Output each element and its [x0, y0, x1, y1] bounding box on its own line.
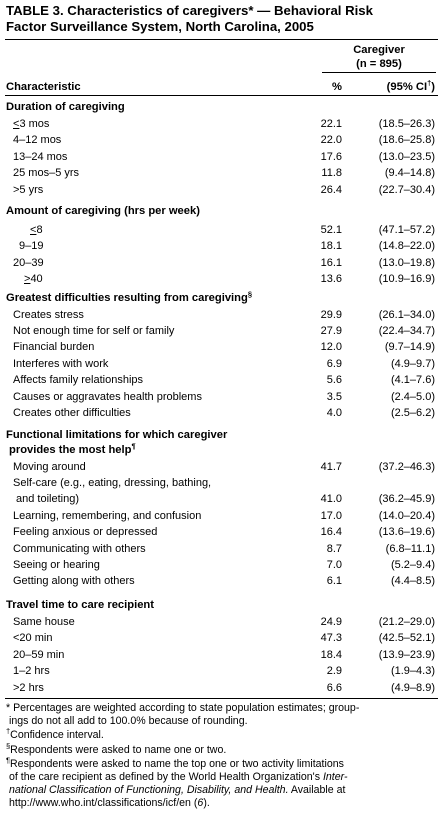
row-ci: (5.2–9.4) — [390, 559, 435, 571]
footnote-pilcrow: ¶Respondents were asked to name the top one or two activity limitations of the care recipient as defined by the World Health Organization's Inter- national Classification of Functioning, Disability, and Health. Available at http://www.who.int/classifications/icf/en (6). — [6, 758, 440, 810]
row-label: <20 min — [13, 632, 53, 644]
row-label: Creates stress — [13, 309, 84, 321]
row-percent: 5.6 — [326, 374, 342, 386]
row-ci: (13.0–19.8) — [378, 257, 435, 269]
row-ci: (4.4–8.5) — [390, 575, 435, 587]
title-line-1: TABLE 3. Characteristics of caregivers* — Behavioral Risk — [6, 3, 373, 18]
section-travel: Travel time to care recipient — [6, 599, 154, 611]
sample-size-header: (n = 895) — [356, 58, 402, 70]
row-ci: (26.1–34.0) — [378, 309, 435, 321]
header-rule — [5, 95, 438, 96]
row-label: >5 yrs — [13, 184, 44, 196]
characteristic-header: Characteristic — [6, 81, 81, 93]
row-percent: 27.9 — [320, 325, 342, 337]
row-percent: 13.6 — [320, 273, 342, 285]
row-label: Moving around — [13, 461, 86, 473]
row-label-continued: and toileting) — [16, 493, 79, 505]
bottom-rule — [5, 698, 438, 699]
row-label: >2 hrs — [13, 682, 44, 694]
caregiver-rule — [322, 72, 436, 73]
row-ci: (4.9–9.7) — [390, 358, 435, 370]
row-percent: 26.4 — [320, 184, 342, 196]
row-ci: (2.5–6.2) — [390, 407, 435, 419]
row-label: 9–19 — [19, 240, 44, 252]
section-difficulties: Greatest difficulties resulting from caregiving§ — [6, 289, 253, 304]
row-label: >40 — [24, 273, 43, 285]
row-label: 20–39 — [13, 257, 44, 269]
row-ci: (36.2–45.9) — [378, 493, 435, 505]
row-label: 1–2 hrs — [13, 665, 50, 677]
row-ci: (9.7–14.9) — [384, 341, 435, 353]
caregiver-header: Caregiver — [353, 44, 405, 56]
row-ci: (47.1–57.2) — [378, 224, 435, 236]
row-label: Getting along with others — [13, 575, 135, 587]
title-line-2: Factor Surveillance System, North Carolina, 2005 — [6, 19, 314, 34]
row-ci: (37.2–46.3) — [378, 461, 435, 473]
row-percent: 6.6 — [326, 682, 342, 694]
row-percent: 18.4 — [320, 649, 342, 661]
row-ci: (14.8–22.0) — [378, 240, 435, 252]
row-label: Communicating with others — [13, 543, 146, 555]
row-label: <8 — [30, 224, 43, 236]
row-label: <3 mos — [13, 118, 50, 130]
row-percent: 11.8 — [321, 167, 342, 179]
section-functional-line-1: Functional limitations for which caregiver — [6, 429, 228, 441]
section-amount: Amount of caregiving (hrs per week) — [6, 205, 200, 217]
row-ci: (14.0–20.4) — [378, 510, 435, 522]
footnote-section: §Respondents were asked to name one or two. — [6, 741, 227, 756]
row-percent: 4.0 — [326, 407, 342, 419]
row-ci: (10.9–16.9) — [378, 273, 435, 285]
row-ci: (42.5–52.1) — [378, 632, 435, 644]
row-percent: 16.4 — [320, 526, 342, 538]
row-label: Creates other difficulties — [13, 407, 131, 419]
row-ci: (21.2–29.0) — [378, 616, 435, 628]
row-label: Feeling anxious or depressed — [13, 526, 158, 538]
row-label: Causes or aggravates health problems — [13, 391, 202, 403]
row-label: 25 mos–5 yrs — [13, 167, 80, 179]
footnote-dagger: †Confidence interval. — [6, 726, 104, 741]
row-ci: (6.8–11.1) — [385, 543, 435, 555]
row-label: 13–24 mos — [13, 151, 68, 163]
section-duration: Duration of caregiving — [6, 101, 125, 113]
row-label: Seeing or hearing — [13, 559, 100, 571]
row-percent: 12.0 — [320, 341, 342, 353]
row-ci: (4.9–8.9) — [390, 682, 435, 694]
footnote-asterisk: * Percentages are weighted according to state population estimates; group- ings do not all add to 100.0% because of rounding. — [6, 702, 360, 727]
row-label: Learning, remembering, and confusion — [13, 510, 202, 522]
row-percent: 16.1 — [320, 257, 342, 269]
percent-header: % — [332, 81, 342, 93]
row-label: Interferes with work — [13, 358, 109, 370]
row-percent: 6.1 — [326, 575, 342, 587]
row-ci: (2.4–5.0) — [390, 391, 435, 403]
top-rule — [5, 39, 438, 40]
row-percent: 3.5 — [326, 391, 342, 403]
row-label: Financial burden — [13, 341, 95, 353]
row-percent: 24.9 — [320, 616, 342, 628]
row-ci: (13.0–23.5) — [378, 151, 435, 163]
row-percent: 7.0 — [326, 559, 342, 571]
row-ci: (13.9–23.9) — [378, 649, 435, 661]
row-percent: 6.9 — [326, 358, 342, 370]
row-percent: 29.9 — [320, 309, 342, 321]
section-functional-line-2: provides the most help¶ — [9, 441, 136, 456]
row-percent: 41.7 — [320, 461, 342, 473]
row-percent: 2.9 — [326, 665, 342, 677]
row-percent: 18.1 — [320, 240, 342, 252]
row-percent: 41.0 — [320, 493, 342, 505]
table-title — [6, 3, 442, 35]
row-label: 4–12 mos — [13, 134, 62, 146]
row-label: Affects family relationships — [13, 374, 144, 386]
row-percent: 52.1 — [320, 224, 342, 236]
row-ci: (22.4–34.7) — [378, 325, 435, 337]
ci-header: (95% CI†) — [386, 78, 435, 93]
row-ci: (13.6–19.6) — [378, 526, 435, 538]
row-ci: (1.9–4.3) — [390, 665, 435, 677]
row-ci: (9.4–14.8) — [384, 167, 435, 179]
row-percent: 22.1 — [320, 118, 342, 130]
row-label: 20–59 min — [13, 649, 65, 661]
row-ci: (4.1–7.6) — [390, 374, 435, 386]
row-percent: 22.0 — [320, 134, 342, 146]
row-ci: (22.7–30.4) — [378, 184, 435, 196]
row-label: Not enough time for self or family — [13, 325, 175, 337]
row-percent: 8.7 — [326, 543, 342, 555]
row-percent: 47.3 — [320, 632, 342, 644]
row-percent: 17.0 — [320, 510, 342, 522]
row-percent: 17.6 — [320, 151, 342, 163]
row-ci: (18.6–25.8) — [378, 134, 435, 146]
row-label: Self-care (e.g., eating, dressing, bathing, — [13, 477, 212, 489]
who-link[interactable]: http://www.who.int/classifications/icf/en (6). — [9, 797, 210, 809]
row-label: Same house — [13, 616, 75, 628]
row-ci: (18.5–26.3) — [378, 118, 435, 130]
